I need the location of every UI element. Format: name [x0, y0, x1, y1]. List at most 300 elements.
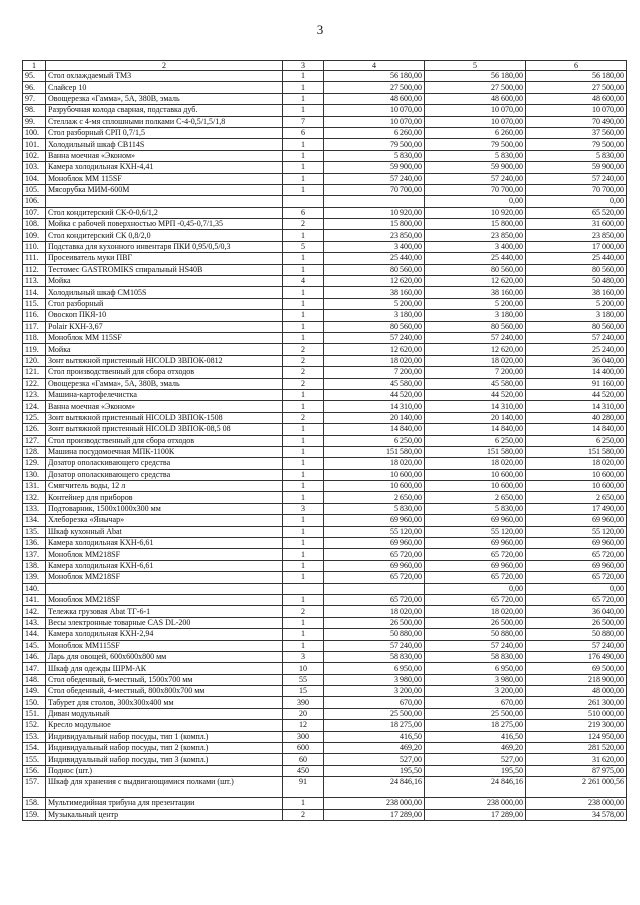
item-name: Стол кондитерский СК-0-0,6/1,2 [46, 207, 283, 218]
table-row [23, 492, 627, 503]
item-name: Моноблок ММ115SF [46, 640, 283, 651]
item-price: 38 160,00 [324, 287, 425, 298]
header-col-5: 5 [425, 61, 526, 71]
row-number: 159. [23, 809, 46, 820]
row-number: 106. [23, 196, 46, 207]
item-name: Подтоварник, 1500х1000х300 мм [46, 503, 283, 514]
item-name: Музыкальный центр [46, 809, 283, 820]
item-price-total-unit: 238 000,00 [425, 798, 526, 809]
item-price [324, 583, 425, 594]
item-price-total-unit: 59 900,00 [425, 162, 526, 173]
item-quantity: 1 [283, 287, 324, 298]
item-price: 10 600,00 [324, 469, 425, 480]
item-sum: 124 950,00 [526, 731, 627, 742]
page-number: 3 [316, 22, 324, 37]
item-quantity: 2 [283, 219, 324, 230]
table-header-row [23, 61, 627, 71]
table-row [23, 344, 627, 355]
table-row [23, 127, 627, 138]
item-sum: 219 300,00 [526, 720, 627, 731]
item-quantity: 600 [283, 743, 324, 754]
row-number: 126. [23, 424, 46, 435]
row-number: 118. [23, 332, 46, 343]
table-row [23, 389, 627, 400]
item-price-total-unit: 44 520,00 [425, 389, 526, 400]
item-name: Холодильный шкаф СМ105S [46, 287, 283, 298]
item-price-total-unit: 18 020,00 [425, 606, 526, 617]
table-row [23, 310, 627, 321]
item-name: Стол обеденный, 4-местный, 800х800х700 мм [46, 686, 283, 697]
item-price: 18 020,00 [324, 606, 425, 617]
item-price: 527,00 [324, 754, 425, 765]
item-price-total-unit: 69 960,00 [425, 560, 526, 571]
item-price: 14 840,00 [324, 424, 425, 435]
item-sum: 261 300,00 [526, 697, 627, 708]
item-name: Дозатор ополаскивающего средства [46, 458, 283, 469]
item-sum: 50 480,00 [526, 276, 627, 287]
table-row [23, 173, 627, 184]
item-price-total-unit: 18 020,00 [425, 355, 526, 366]
item-price-total-unit: 24 846,16 [425, 777, 526, 798]
row-number: 129. [23, 458, 46, 469]
row-number: 128. [23, 446, 46, 457]
item-quantity: 1 [283, 162, 324, 173]
item-name: Тележка грузовая Abat ТГ-6-1 [46, 606, 283, 617]
table-row [23, 162, 627, 173]
item-price-total-unit: 15 800,00 [425, 219, 526, 230]
table-row [23, 686, 627, 697]
item-price: 57 240,00 [324, 640, 425, 651]
item-sum: 50 880,00 [526, 629, 627, 640]
item-price-total-unit: 65 720,00 [425, 594, 526, 605]
row-number: 138. [23, 560, 46, 571]
table-row [23, 276, 627, 287]
table-row [23, 196, 627, 207]
table-row [23, 378, 627, 389]
item-quantity: 1 [283, 71, 324, 82]
row-number: 99. [23, 116, 46, 127]
item-quantity: 2 [283, 367, 324, 378]
item-quantity: 1 [283, 458, 324, 469]
item-price-total-unit: 55 120,00 [425, 526, 526, 537]
item-name: Весы электронные товарные CAS DL-200 [46, 617, 283, 628]
table-row [23, 560, 627, 571]
item-price: 5 200,00 [324, 298, 425, 309]
item-sum: 27 500,00 [526, 82, 627, 93]
row-number: 143. [23, 617, 46, 628]
header-col-1: 1 [23, 61, 46, 71]
item-quantity: 55 [283, 674, 324, 685]
item-price-total-unit: 2 650,00 [425, 492, 526, 503]
item-name: Зонт вытяжной пристенный HICOLD ЗВПОК-0812 [46, 355, 283, 366]
item-price: 59 900,00 [324, 162, 425, 173]
row-number: 156. [23, 765, 46, 776]
item-price [324, 196, 425, 207]
row-number: 114. [23, 287, 46, 298]
row-number: 123. [23, 389, 46, 400]
item-price-total-unit: 65 720,00 [425, 572, 526, 583]
item-quantity: 10 [283, 663, 324, 674]
item-sum: 48 000,00 [526, 686, 627, 697]
item-sum: 14 310,00 [526, 401, 627, 412]
item-name: Машина-картофелечистка [46, 389, 283, 400]
item-price-total-unit: 10 600,00 [425, 469, 526, 480]
item-name: Моноблок ММ 115SF [46, 332, 283, 343]
row-number: 155. [23, 754, 46, 765]
item-quantity: 1 [283, 538, 324, 549]
table-row [23, 219, 627, 230]
table-row [23, 253, 627, 264]
table-row [23, 526, 627, 537]
item-price: 50 880,00 [324, 629, 425, 640]
row-number: 145. [23, 640, 46, 651]
item-quantity: 1 [283, 594, 324, 605]
item-price-total-unit: 12 620,00 [425, 344, 526, 355]
table-row [23, 777, 627, 798]
item-price: 6 950,00 [324, 663, 425, 674]
item-name: Ларь для овощей, 600х600х800 мм [46, 651, 283, 662]
item-price: 48 600,00 [324, 93, 425, 104]
item-price-total-unit: 58 830,00 [425, 651, 526, 662]
item-price-total-unit: 18 275,00 [425, 720, 526, 731]
item-price: 56 180,00 [324, 71, 425, 82]
item-name: Мойка с рабочей поверхностью МРП -0,45-0,7/1,35 [46, 219, 283, 230]
item-name: Камера холодильная КХН-6,61 [46, 560, 283, 571]
item-price: 65 720,00 [324, 549, 425, 560]
table-row [23, 332, 627, 343]
item-sum: 25 440,00 [526, 253, 627, 264]
item-price-total-unit: 10 070,00 [425, 105, 526, 116]
item-price: 58 830,00 [324, 651, 425, 662]
item-price-total-unit: 10 920,00 [425, 207, 526, 218]
row-number: 122. [23, 378, 46, 389]
row-number: 112. [23, 264, 46, 275]
item-name: Шкаф для одежды ШРМ-АК [46, 663, 283, 674]
item-price-total-unit: 26 500,00 [425, 617, 526, 628]
item-sum: 57 240,00 [526, 640, 627, 651]
table-row [23, 481, 627, 492]
item-price: 151 580,00 [324, 446, 425, 457]
item-name: Индивидуальный набор посуды, тип 2 (компл.) [46, 743, 283, 754]
item-price: 6 250,00 [324, 435, 425, 446]
table-row [23, 754, 627, 765]
header-col-6: 6 [526, 61, 627, 71]
table-row [23, 458, 627, 469]
item-name: Ванна моечная «Эконом» [46, 150, 283, 161]
item-name: Зонт вытяжной пристенный HICOLD ЗВПОК-1508 [46, 412, 283, 423]
row-number: 148. [23, 674, 46, 685]
item-sum: 80 560,00 [526, 321, 627, 332]
item-sum: 69 960,00 [526, 538, 627, 549]
item-name: Моноблок ММ218SF [46, 594, 283, 605]
table-row [23, 82, 627, 93]
item-price: 10 920,00 [324, 207, 425, 218]
item-name: Шкаф для хранения с выдвигающимися полками (шт.) [46, 777, 283, 798]
item-price-total-unit: 69 960,00 [425, 538, 526, 549]
item-sum: 57 240,00 [526, 332, 627, 343]
item-price-total-unit: 56 180,00 [425, 71, 526, 82]
item-quantity [283, 196, 324, 207]
item-price: 20 140,00 [324, 412, 425, 423]
table-row [23, 606, 627, 617]
row-number: 108. [23, 219, 46, 230]
item-name: Стеллаж с 4-мя сплошными полками С-4-0,5/1,5/1,8 [46, 116, 283, 127]
row-number: 125. [23, 412, 46, 423]
row-number: 150. [23, 697, 46, 708]
table-row [23, 629, 627, 640]
item-sum: 70 700,00 [526, 184, 627, 195]
item-price: 2 650,00 [324, 492, 425, 503]
item-sum: 218 900,00 [526, 674, 627, 685]
item-quantity: 1 [283, 310, 324, 321]
item-quantity: 7 [283, 116, 324, 127]
table-row [23, 572, 627, 583]
item-quantity: 1 [283, 321, 324, 332]
item-quantity: 1 [283, 332, 324, 343]
item-sum: 510 000,00 [526, 708, 627, 719]
item-sum: 65 720,00 [526, 549, 627, 560]
item-price: 416,50 [324, 731, 425, 742]
table-row [23, 538, 627, 549]
item-quantity: 1 [283, 139, 324, 150]
item-sum: 31 600,00 [526, 219, 627, 230]
row-number: 133. [23, 503, 46, 514]
item-sum: 5 830,00 [526, 150, 627, 161]
item-name: Стол производственный для сбора отходов [46, 435, 283, 446]
item-price-total-unit: 14 840,00 [425, 424, 526, 435]
item-price: 44 520,00 [324, 389, 425, 400]
item-price-total-unit: 27 500,00 [425, 82, 526, 93]
item-price-total-unit: 25 500,00 [425, 708, 526, 719]
item-price-total-unit: 151 580,00 [425, 446, 526, 457]
table-row [23, 674, 627, 685]
item-price-total-unit: 17 289,00 [425, 809, 526, 820]
item-price: 55 120,00 [324, 526, 425, 537]
item-price-total-unit: 10 070,00 [425, 116, 526, 127]
item-price-total-unit: 195,50 [425, 765, 526, 776]
item-price: 12 620,00 [324, 276, 425, 287]
item-name: Ванна моечная «Эконом» [46, 401, 283, 412]
item-name: Просеиватель муки ПВГ [46, 253, 283, 264]
item-quantity: 1 [283, 435, 324, 446]
item-price: 3 980,00 [324, 674, 425, 685]
item-name: Тестомес GASTROMIKS спиральный HS40B [46, 264, 283, 275]
table-row [23, 503, 627, 514]
row-number: 119. [23, 344, 46, 355]
item-sum: 2 261 000,56 [526, 777, 627, 798]
item-sum: 65 720,00 [526, 572, 627, 583]
item-sum: 176 490,00 [526, 651, 627, 662]
item-quantity: 1 [283, 446, 324, 457]
item-quantity: 1 [283, 401, 324, 412]
row-number: 140. [23, 583, 46, 594]
item-sum: 26 500,00 [526, 617, 627, 628]
item-name: Индивидуальный набор посуды, тип 1 (компл.) [46, 731, 283, 742]
item-quantity: 1 [283, 264, 324, 275]
item-price: 15 800,00 [324, 219, 425, 230]
item-quantity: 1 [283, 150, 324, 161]
item-price: 17 289,00 [324, 809, 425, 820]
row-number: 121. [23, 367, 46, 378]
item-sum: 69 960,00 [526, 515, 627, 526]
item-sum: 87 975,00 [526, 765, 627, 776]
item-price: 14 310,00 [324, 401, 425, 412]
item-name: Разрубочная колода сварная, подставка дуб. [46, 105, 283, 116]
item-quantity: 1 [283, 549, 324, 560]
item-sum: 0,00 [526, 583, 627, 594]
item-price: 69 960,00 [324, 560, 425, 571]
row-number: 153. [23, 731, 46, 742]
table-row [23, 651, 627, 662]
row-number: 116. [23, 310, 46, 321]
item-price: 10 600,00 [324, 481, 425, 492]
item-price-total-unit: 80 560,00 [425, 264, 526, 275]
item-price: 65 720,00 [324, 572, 425, 583]
item-quantity: 1 [283, 82, 324, 93]
item-price-total-unit: 57 240,00 [425, 332, 526, 343]
row-number: 139. [23, 572, 46, 583]
item-name: Дозатор ополаскивающего средства [46, 469, 283, 480]
item-sum: 56 180,00 [526, 71, 627, 82]
row-number: 124. [23, 401, 46, 412]
table-row [23, 469, 627, 480]
table-row [23, 809, 627, 820]
item-price: 3 200,00 [324, 686, 425, 697]
item-name: Табурет для столов, 300х300х400 мм [46, 697, 283, 708]
item-quantity: 1 [283, 184, 324, 195]
table-row [23, 401, 627, 412]
item-price: 18 020,00 [324, 458, 425, 469]
item-sum: 14 400,00 [526, 367, 627, 378]
item-name [46, 196, 283, 207]
item-sum: 3 180,00 [526, 310, 627, 321]
row-number: 104. [23, 173, 46, 184]
item-price-total-unit: 57 240,00 [425, 640, 526, 651]
item-quantity: 1 [283, 253, 324, 264]
item-price-total-unit: 3 980,00 [425, 674, 526, 685]
table-row [23, 583, 627, 594]
item-price-total-unit: 23 850,00 [425, 230, 526, 241]
item-price-total-unit: 79 500,00 [425, 139, 526, 150]
item-price: 469,20 [324, 743, 425, 754]
item-sum: 23 850,00 [526, 230, 627, 241]
row-number: 132. [23, 492, 46, 503]
item-price-total-unit: 670,00 [425, 697, 526, 708]
item-price: 195,50 [324, 765, 425, 776]
item-sum: 48 600,00 [526, 93, 627, 104]
item-price: 7 200,00 [324, 367, 425, 378]
item-sum: 17 000,00 [526, 241, 627, 252]
table-row [23, 93, 627, 104]
table-row [23, 321, 627, 332]
item-sum: 14 840,00 [526, 424, 627, 435]
item-name: Моноблок ММ218SF [46, 549, 283, 560]
row-number: 136. [23, 538, 46, 549]
item-price-total-unit: 5 830,00 [425, 150, 526, 161]
row-number: 115. [23, 298, 46, 309]
item-price-total-unit: 65 720,00 [425, 549, 526, 560]
row-number: 127. [23, 435, 46, 446]
table-row [23, 549, 627, 560]
item-quantity: 1 [283, 105, 324, 116]
item-name: Камера холодильная КХН-2,94 [46, 629, 283, 640]
table-row [23, 71, 627, 82]
row-number: 154. [23, 743, 46, 754]
item-price-total-unit: 0,00 [425, 196, 526, 207]
item-price: 12 620,00 [324, 344, 425, 355]
item-name: Мойка [46, 344, 283, 355]
table-row [23, 515, 627, 526]
item-price-total-unit: 3 400,00 [425, 241, 526, 252]
item-name [46, 583, 283, 594]
table-row [23, 798, 627, 809]
item-price: 80 560,00 [324, 264, 425, 275]
item-price-total-unit: 18 020,00 [425, 458, 526, 469]
item-price-total-unit: 5 830,00 [425, 503, 526, 514]
item-price: 57 240,00 [324, 173, 425, 184]
table-row [23, 264, 627, 275]
item-sum: 40 280,00 [526, 412, 627, 423]
item-price-total-unit: 3 180,00 [425, 310, 526, 321]
table-row [23, 116, 627, 127]
item-price: 69 960,00 [324, 515, 425, 526]
table-row [23, 367, 627, 378]
row-number: 158. [23, 798, 46, 809]
item-price: 5 830,00 [324, 503, 425, 514]
item-sum: 0,00 [526, 196, 627, 207]
item-sum: 91 160,00 [526, 378, 627, 389]
item-name: Стол охлаждаемый ТМ3 [46, 71, 283, 82]
item-sum: 69 500,00 [526, 663, 627, 674]
item-name: Стол обеденный, 6-местный, 1500х700 мм [46, 674, 283, 685]
item-price: 3 400,00 [324, 241, 425, 252]
item-quantity: 1 [283, 515, 324, 526]
item-sum: 10 600,00 [526, 481, 627, 492]
table-row [23, 765, 627, 776]
item-sum: 59 900,00 [526, 162, 627, 173]
item-sum: 151 580,00 [526, 446, 627, 457]
item-sum: 38 160,00 [526, 287, 627, 298]
item-price: 69 960,00 [324, 538, 425, 549]
item-sum: 80 560,00 [526, 264, 627, 275]
item-price-total-unit: 469,20 [425, 743, 526, 754]
item-price: 6 260,00 [324, 127, 425, 138]
item-price: 18 020,00 [324, 355, 425, 366]
item-quantity: 2 [283, 344, 324, 355]
row-number: 120. [23, 355, 46, 366]
item-price-total-unit: 38 160,00 [425, 287, 526, 298]
row-number: 98. [23, 105, 46, 116]
item-quantity: 6 [283, 207, 324, 218]
item-price-total-unit: 10 600,00 [425, 481, 526, 492]
row-number: 103. [23, 162, 46, 173]
item-sum: 65 720,00 [526, 594, 627, 605]
item-quantity: 1 [283, 629, 324, 640]
table-row [23, 207, 627, 218]
item-price-total-unit: 3 200,00 [425, 686, 526, 697]
row-number: 101. [23, 139, 46, 150]
item-name: Стол разборный [46, 298, 283, 309]
item-name: Мультимедийная трибуна для презентации [46, 798, 283, 809]
item-price: 45 580,00 [324, 378, 425, 389]
row-number: 105. [23, 184, 46, 195]
item-sum: 36 040,00 [526, 355, 627, 366]
item-name: Моноблок ММ218SF [46, 572, 283, 583]
table-row [23, 139, 627, 150]
item-sum: 44 520,00 [526, 389, 627, 400]
item-price: 238 000,00 [324, 798, 425, 809]
row-number: 141. [23, 594, 46, 605]
